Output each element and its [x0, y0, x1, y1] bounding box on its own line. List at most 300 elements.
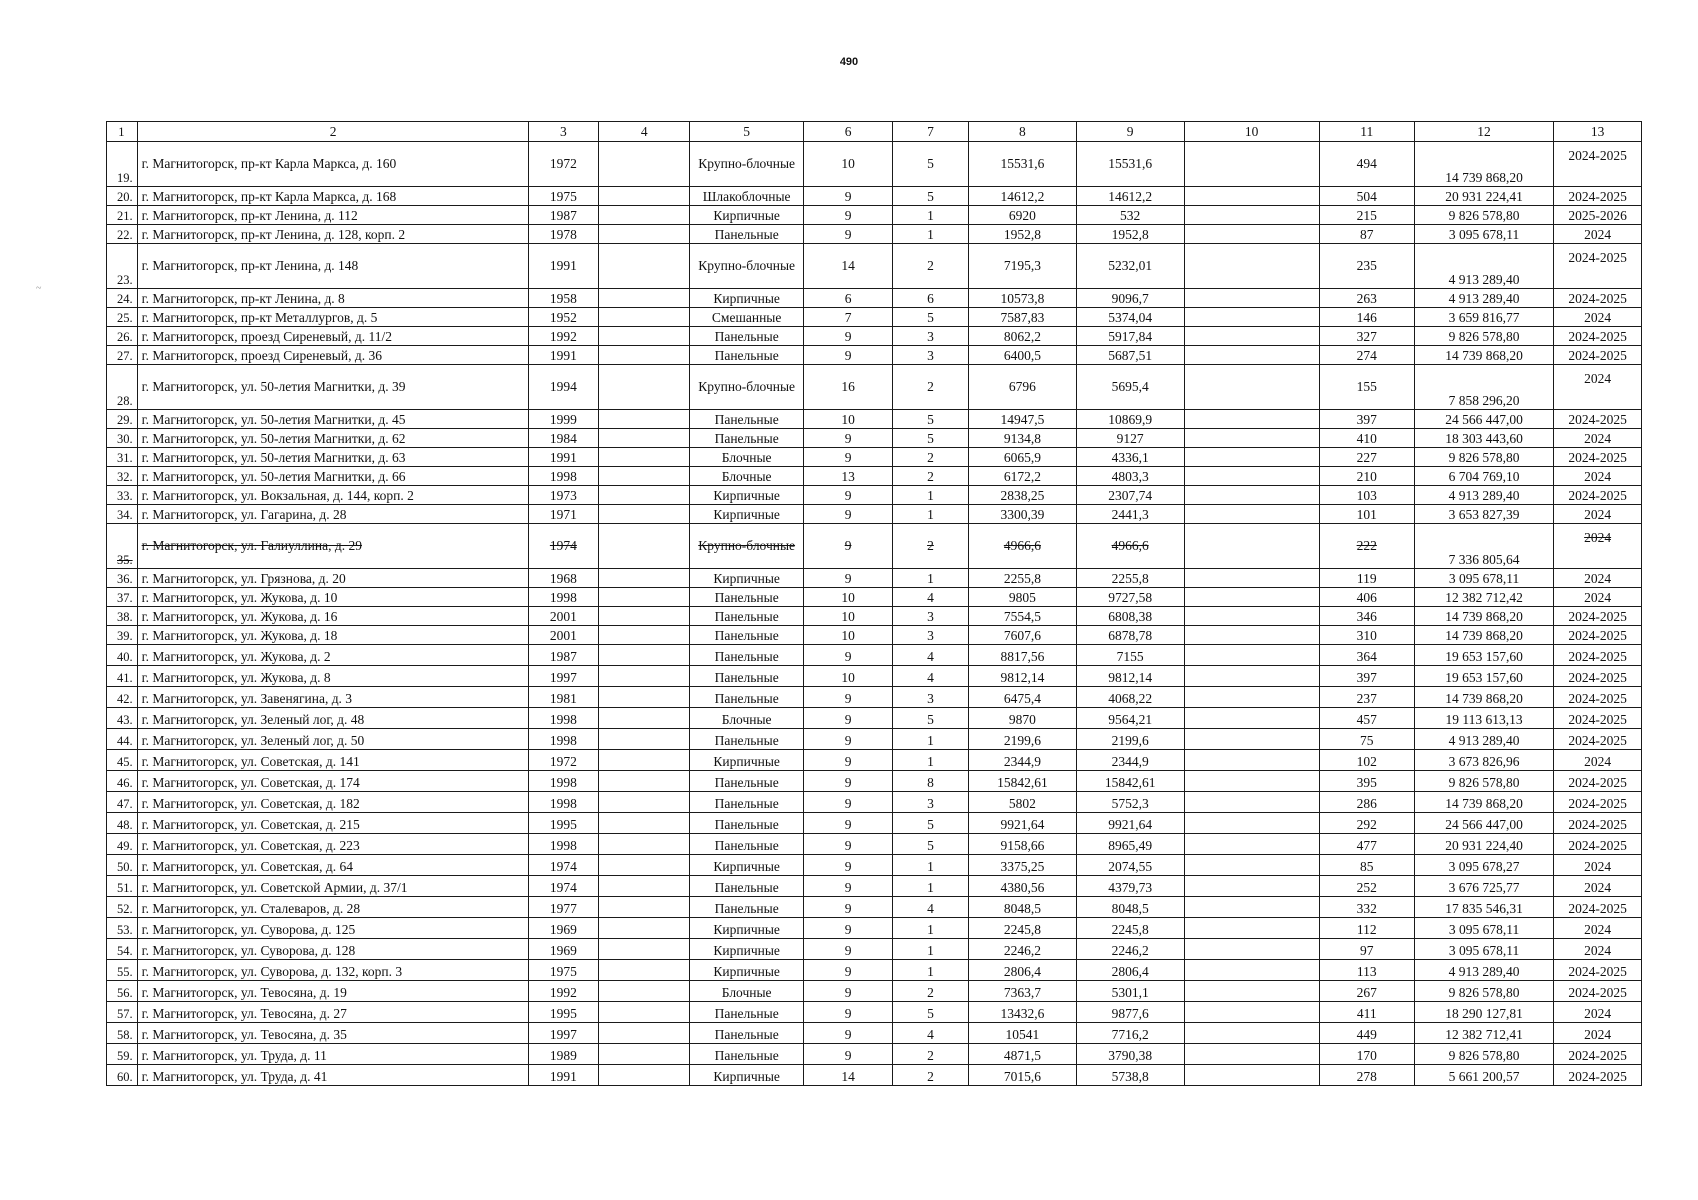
year-built-cell: 1991: [528, 1065, 599, 1086]
total-area-cell: 4380,56: [969, 876, 1077, 897]
row-number-cell: 33.: [107, 486, 138, 505]
address-cell: г. Магнитогорск, ул. 50-летия Магнитки, д. 66: [137, 467, 528, 486]
period-cell: 2024: [1554, 365, 1642, 410]
period-cell: 2024-2025: [1554, 626, 1642, 645]
housing-registry-table: [106, 121, 1642, 1086]
column-4-cell: [599, 918, 690, 939]
row-number-cell: 21.: [107, 206, 138, 225]
cost-cell: 18 290 127,81: [1414, 1002, 1553, 1023]
header-row: [107, 122, 1642, 142]
column-10-cell: [1184, 939, 1319, 960]
row-number-cell: 32.: [107, 467, 138, 486]
year-built-cell: 1984: [528, 429, 599, 448]
floors-cell: 14: [804, 244, 893, 289]
residential-area-cell: 15842,61: [1076, 771, 1184, 792]
year-built-cell: 1999: [528, 410, 599, 429]
floors-cell: 16: [804, 365, 893, 410]
column-4-cell: [599, 607, 690, 626]
total-area-cell: 8062,2: [969, 327, 1077, 346]
cost-cell: 9 826 578,80: [1414, 981, 1553, 1002]
residents-cell: 101: [1319, 505, 1414, 524]
column-10-cell: [1184, 918, 1319, 939]
year-built-cell: 1991: [528, 448, 599, 467]
wall-material-cell: Панельные: [690, 327, 804, 346]
column-10-cell: [1184, 429, 1319, 448]
residents-cell: 235: [1319, 244, 1414, 289]
row-number-cell: 58.: [107, 1023, 138, 1044]
entrances-cell: 2: [892, 981, 968, 1002]
total-area-cell: 8048,5: [969, 897, 1077, 918]
residential-area-cell: 2246,2: [1076, 939, 1184, 960]
cost-cell: 5 661 200,57: [1414, 1065, 1553, 1086]
cost-cell: 19 653 157,60: [1414, 666, 1553, 687]
row-number-cell: 23.: [107, 244, 138, 289]
address-cell: г. Магнитогорск, ул. Жукова, д. 10: [137, 588, 528, 607]
row-number-cell: 55.: [107, 960, 138, 981]
period-cell: 2024-2025: [1554, 729, 1642, 750]
column-4-cell: [599, 981, 690, 1002]
row-number-cell: 26.: [107, 327, 138, 346]
table-row: [107, 365, 1642, 410]
row-number-cell: 31.: [107, 448, 138, 467]
wall-material-cell: Кирпичные: [690, 206, 804, 225]
column-10-cell: [1184, 1023, 1319, 1044]
column-4-cell: [599, 897, 690, 918]
period-cell: 2024-2025: [1554, 346, 1642, 365]
total-area-cell: 9870: [969, 708, 1077, 729]
period-cell: 2024-2025: [1554, 187, 1642, 206]
column-header: 12: [1414, 122, 1553, 142]
column-4-cell: [599, 939, 690, 960]
address-cell: г. Магнитогорск, ул. Советская, д. 223: [137, 834, 528, 855]
cost-cell: 3 653 827,39: [1414, 505, 1553, 524]
total-area-cell: 7607,6: [969, 626, 1077, 645]
residential-area-cell: 10869,9: [1076, 410, 1184, 429]
wall-material-cell: Панельные: [690, 626, 804, 645]
column-10-cell: [1184, 666, 1319, 687]
table-row: [107, 687, 1642, 708]
entrances-cell: 2: [892, 244, 968, 289]
residents-cell: 310: [1319, 626, 1414, 645]
year-built-cell: 1977: [528, 897, 599, 918]
column-4-cell: [599, 771, 690, 792]
residents-cell: 263: [1319, 289, 1414, 308]
residents-cell: 237: [1319, 687, 1414, 708]
cost-cell: 12 382 712,42: [1414, 588, 1553, 607]
residential-area-cell: 9564,21: [1076, 708, 1184, 729]
floors-cell: 9: [804, 225, 893, 244]
period-cell: 2024-2025: [1554, 792, 1642, 813]
column-4-cell: [599, 750, 690, 771]
year-built-cell: 1998: [528, 729, 599, 750]
entrances-cell: 5: [892, 834, 968, 855]
residential-area-cell: 8048,5: [1076, 897, 1184, 918]
year-built-cell: 1972: [528, 142, 599, 187]
entrances-cell: 1: [892, 960, 968, 981]
address-cell: г. Магнитогорск, ул. Суворова, д. 125: [137, 918, 528, 939]
table-row: [107, 666, 1642, 687]
cost-cell: 3 095 678,11: [1414, 939, 1553, 960]
residential-area-cell: 2255,8: [1076, 569, 1184, 588]
period-cell: 2024-2025: [1554, 960, 1642, 981]
cost-cell: 3 676 725,77: [1414, 876, 1553, 897]
column-10-cell: [1184, 687, 1319, 708]
residential-area-cell: 4966,6: [1076, 524, 1184, 569]
row-number-cell: 41.: [107, 666, 138, 687]
table-row: [107, 327, 1642, 346]
cost-cell: 12 382 712,41: [1414, 1023, 1553, 1044]
cost-cell: 20 931 224,41: [1414, 187, 1553, 206]
table-row: [107, 289, 1642, 308]
column-10-cell: [1184, 981, 1319, 1002]
address-cell: г. Магнитогорск, ул. Жукова, д. 18: [137, 626, 528, 645]
column-4-cell: [599, 429, 690, 448]
column-header: 10: [1184, 122, 1319, 142]
column-4-cell: [599, 813, 690, 834]
column-header: 7: [892, 122, 968, 142]
row-number-cell: 50.: [107, 855, 138, 876]
row-number-cell: 24.: [107, 289, 138, 308]
wall-material-cell: Панельные: [690, 607, 804, 626]
residents-cell: 504: [1319, 187, 1414, 206]
address-cell: г. Магнитогорск, ул. Грязнова, д. 20: [137, 569, 528, 588]
cost-cell: 9 826 578,80: [1414, 448, 1553, 467]
column-10-cell: [1184, 467, 1319, 486]
residential-area-cell: 2344,9: [1076, 750, 1184, 771]
year-built-cell: 1974: [528, 855, 599, 876]
row-number-cell: 45.: [107, 750, 138, 771]
entrances-cell: 2: [892, 448, 968, 467]
total-area-cell: 6400,5: [969, 346, 1077, 365]
wall-material-cell: Панельные: [690, 771, 804, 792]
residential-area-cell: 9812,14: [1076, 666, 1184, 687]
column-4-cell: [599, 448, 690, 467]
address-cell: г. Магнитогорск, ул. Галиуллина, д. 29: [137, 524, 528, 569]
row-number-cell: 47.: [107, 792, 138, 813]
year-built-cell: 1972: [528, 750, 599, 771]
row-number-cell: 40.: [107, 645, 138, 666]
entrances-cell: 5: [892, 410, 968, 429]
entrances-cell: 1: [892, 486, 968, 505]
year-built-cell: 1991: [528, 346, 599, 365]
address-cell: г. Магнитогорск, пр-кт Металлургов, д. 5: [137, 308, 528, 327]
floors-cell: 9: [804, 486, 893, 505]
year-built-cell: 1975: [528, 187, 599, 206]
cost-cell: 9 826 578,80: [1414, 771, 1553, 792]
floors-cell: 9: [804, 960, 893, 981]
entrances-cell: 1: [892, 225, 968, 244]
residential-area-cell: 9877,6: [1076, 1002, 1184, 1023]
total-area-cell: 15842,61: [969, 771, 1077, 792]
total-area-cell: 2806,4: [969, 960, 1077, 981]
total-area-cell: 2344,9: [969, 750, 1077, 771]
total-area-cell: 9158,66: [969, 834, 1077, 855]
cost-cell: 14 739 868,20: [1414, 142, 1553, 187]
column-header: 4: [599, 122, 690, 142]
period-cell: 2024-2025: [1554, 834, 1642, 855]
entrances-cell: 1: [892, 939, 968, 960]
cost-cell: 4 913 289,40: [1414, 486, 1553, 505]
table-row: [107, 645, 1642, 666]
address-cell: г. Магнитогорск, ул. Тевосяна, д. 19: [137, 981, 528, 1002]
entrances-cell: 1: [892, 918, 968, 939]
table-row: [107, 708, 1642, 729]
total-area-cell: 3300,39: [969, 505, 1077, 524]
address-cell: г. Магнитогорск, ул. Труда, д. 11: [137, 1044, 528, 1065]
period-cell: 2024-2025: [1554, 771, 1642, 792]
row-number-cell: 37.: [107, 588, 138, 607]
table-row: [107, 467, 1642, 486]
column-10-cell: [1184, 187, 1319, 206]
column-4-cell: [599, 876, 690, 897]
column-header: 6: [804, 122, 893, 142]
period-cell: 2024: [1554, 876, 1642, 897]
wall-material-cell: Крупно-блочные: [690, 142, 804, 187]
column-4-cell: [599, 1065, 690, 1086]
column-10-cell: [1184, 960, 1319, 981]
scan-artifact: ~: [36, 283, 42, 294]
residents-cell: 364: [1319, 645, 1414, 666]
period-cell: 2024-2025: [1554, 486, 1642, 505]
wall-material-cell: Кирпичные: [690, 939, 804, 960]
residents-cell: 395: [1319, 771, 1414, 792]
residential-area-cell: 2199,6: [1076, 729, 1184, 750]
entrances-cell: 5: [892, 813, 968, 834]
year-built-cell: 1994: [528, 365, 599, 410]
table-row: [107, 939, 1642, 960]
address-cell: г. Магнитогорск, ул. Советская, д. 64: [137, 855, 528, 876]
wall-material-cell: Панельные: [690, 429, 804, 448]
year-built-cell: 1992: [528, 981, 599, 1002]
column-10-cell: [1184, 750, 1319, 771]
cost-cell: 3 673 826,96: [1414, 750, 1553, 771]
total-area-cell: 5802: [969, 792, 1077, 813]
floors-cell: 10: [804, 626, 893, 645]
total-area-cell: 4966,6: [969, 524, 1077, 569]
residential-area-cell: 14612,2: [1076, 187, 1184, 206]
period-cell: 2024: [1554, 1002, 1642, 1023]
residential-area-cell: 6878,78: [1076, 626, 1184, 645]
floors-cell: 10: [804, 588, 893, 607]
table-row: [107, 524, 1642, 569]
table-row: [107, 244, 1642, 289]
year-built-cell: 2001: [528, 607, 599, 626]
residents-cell: 252: [1319, 876, 1414, 897]
floors-cell: 9: [804, 939, 893, 960]
wall-material-cell: Кирпичные: [690, 1065, 804, 1086]
wall-material-cell: Панельные: [690, 897, 804, 918]
period-cell: 2024-2025: [1554, 142, 1642, 187]
residents-cell: 155: [1319, 365, 1414, 410]
total-area-cell: 13432,6: [969, 1002, 1077, 1023]
entrances-cell: 4: [892, 897, 968, 918]
year-built-cell: 1981: [528, 687, 599, 708]
table-body: [107, 122, 1642, 1086]
address-cell: г. Магнитогорск, ул. Тевосяна, д. 27: [137, 1002, 528, 1023]
residential-area-cell: 4803,3: [1076, 467, 1184, 486]
wall-material-cell: Блочные: [690, 981, 804, 1002]
period-cell: 2024-2025: [1554, 289, 1642, 308]
residents-cell: 286: [1319, 792, 1414, 813]
column-4-cell: [599, 1002, 690, 1023]
residents-cell: 210: [1319, 467, 1414, 486]
period-cell: 2024-2025: [1554, 448, 1642, 467]
table-row: [107, 142, 1642, 187]
entrances-cell: 3: [892, 687, 968, 708]
column-10-cell: [1184, 1065, 1319, 1086]
floors-cell: 9: [804, 187, 893, 206]
total-area-cell: 6172,2: [969, 467, 1077, 486]
period-cell: 2024: [1554, 750, 1642, 771]
row-number-cell: 52.: [107, 897, 138, 918]
cost-cell: 17 835 546,31: [1414, 897, 1553, 918]
wall-material-cell: Панельные: [690, 1002, 804, 1023]
residential-area-cell: 9727,58: [1076, 588, 1184, 607]
wall-material-cell: Кирпичные: [690, 289, 804, 308]
column-10-cell: [1184, 588, 1319, 607]
entrances-cell: 3: [892, 327, 968, 346]
residential-area-cell: 7155: [1076, 645, 1184, 666]
wall-material-cell: Кирпичные: [690, 486, 804, 505]
residents-cell: 103: [1319, 486, 1414, 505]
address-cell: г. Магнитогорск, пр-кт Карла Маркса, д. 160: [137, 142, 528, 187]
residents-cell: 75: [1319, 729, 1414, 750]
wall-material-cell: Кирпичные: [690, 750, 804, 771]
wall-material-cell: Кирпичные: [690, 855, 804, 876]
year-built-cell: 1975: [528, 960, 599, 981]
row-number-cell: 20.: [107, 187, 138, 206]
column-4-cell: [599, 666, 690, 687]
column-10-cell: [1184, 327, 1319, 346]
table-row: [107, 410, 1642, 429]
table-row: [107, 834, 1642, 855]
floors-cell: 9: [804, 1023, 893, 1044]
floors-cell: 9: [804, 645, 893, 666]
table-row: [107, 1065, 1642, 1086]
cost-cell: 7 336 805,64: [1414, 524, 1553, 569]
cost-cell: 14 739 868,20: [1414, 346, 1553, 365]
column-10-cell: [1184, 645, 1319, 666]
total-area-cell: 6920: [969, 206, 1077, 225]
cost-cell: 3 095 678,27: [1414, 855, 1553, 876]
floors-cell: 9: [804, 855, 893, 876]
column-4-cell: [599, 792, 690, 813]
table-row: [107, 813, 1642, 834]
column-4-cell: [599, 346, 690, 365]
column-4-cell: [599, 708, 690, 729]
floors-cell: 10: [804, 142, 893, 187]
year-built-cell: 1952: [528, 308, 599, 327]
residential-area-cell: 6808,38: [1076, 607, 1184, 626]
wall-material-cell: Крупно-блочные: [690, 365, 804, 410]
residents-cell: 332: [1319, 897, 1414, 918]
period-cell: 2024: [1554, 505, 1642, 524]
address-cell: г. Магнитогорск, пр-кт Ленина, д. 8: [137, 289, 528, 308]
cost-cell: 4 913 289,40: [1414, 729, 1553, 750]
address-cell: г. Магнитогорск, ул. Зеленый лог, д. 50: [137, 729, 528, 750]
wall-material-cell: Кирпичные: [690, 918, 804, 939]
row-number-cell: 34.: [107, 505, 138, 524]
table-row: [107, 918, 1642, 939]
floors-cell: 9: [804, 569, 893, 588]
residential-area-cell: 8965,49: [1076, 834, 1184, 855]
period-cell: 2024-2025: [1554, 327, 1642, 346]
total-area-cell: 9812,14: [969, 666, 1077, 687]
address-cell: г. Магнитогорск, ул. Сталеваров, д. 28: [137, 897, 528, 918]
residents-cell: 227: [1319, 448, 1414, 467]
wall-material-cell: Панельные: [690, 588, 804, 607]
floors-cell: 9: [804, 708, 893, 729]
year-built-cell: 1998: [528, 771, 599, 792]
period-cell: 2024: [1554, 225, 1642, 244]
year-built-cell: 1987: [528, 206, 599, 225]
entrances-cell: 3: [892, 626, 968, 645]
floors-cell: 9: [804, 429, 893, 448]
column-header: 5: [690, 122, 804, 142]
cost-cell: 14 739 868,20: [1414, 626, 1553, 645]
cost-cell: 19 113 613,13: [1414, 708, 1553, 729]
column-10-cell: [1184, 346, 1319, 365]
total-area-cell: 9805: [969, 588, 1077, 607]
column-4-cell: [599, 327, 690, 346]
entrances-cell: 5: [892, 429, 968, 448]
cost-cell: 24 566 447,00: [1414, 410, 1553, 429]
column-4-cell: [599, 588, 690, 607]
period-cell: 2024-2025: [1554, 410, 1642, 429]
period-cell: 2024: [1554, 429, 1642, 448]
residents-cell: 327: [1319, 327, 1414, 346]
period-cell: 2024: [1554, 918, 1642, 939]
column-10-cell: [1184, 792, 1319, 813]
residents-cell: 113: [1319, 960, 1414, 981]
table-row: [107, 626, 1642, 645]
period-cell: 2024: [1554, 1023, 1642, 1044]
wall-material-cell: Блочные: [690, 467, 804, 486]
residents-cell: 457: [1319, 708, 1414, 729]
wall-material-cell: Панельные: [690, 645, 804, 666]
residential-area-cell: 2806,4: [1076, 960, 1184, 981]
row-number-cell: 19.: [107, 142, 138, 187]
column-10-cell: [1184, 569, 1319, 588]
row-number-cell: 27.: [107, 346, 138, 365]
row-number-cell: 42.: [107, 687, 138, 708]
address-cell: г. Магнитогорск, ул. Жукова, д. 2: [137, 645, 528, 666]
column-header: 3: [528, 122, 599, 142]
total-area-cell: 1952,8: [969, 225, 1077, 244]
floors-cell: 9: [804, 1002, 893, 1023]
wall-material-cell: Панельные: [690, 1023, 804, 1044]
entrances-cell: 1: [892, 505, 968, 524]
cost-cell: 14 739 868,20: [1414, 607, 1553, 626]
column-4-cell: [599, 289, 690, 308]
cost-cell: 20 931 224,40: [1414, 834, 1553, 855]
wall-material-cell: Блочные: [690, 708, 804, 729]
wall-material-cell: Панельные: [690, 813, 804, 834]
address-cell: г. Магнитогорск, ул. Советской Армии, д. 37/1: [137, 876, 528, 897]
period-cell: 2024: [1554, 939, 1642, 960]
period-cell: 2024-2025: [1554, 813, 1642, 834]
period-cell: 2024-2025: [1554, 687, 1642, 708]
year-built-cell: 1969: [528, 918, 599, 939]
entrances-cell: 5: [892, 187, 968, 206]
total-area-cell: 2838,25: [969, 486, 1077, 505]
row-number-cell: 48.: [107, 813, 138, 834]
entrances-cell: 5: [892, 308, 968, 327]
period-cell: 2024-2025: [1554, 897, 1642, 918]
cost-cell: 14 739 868,20: [1414, 687, 1553, 708]
total-area-cell: 10573,8: [969, 289, 1077, 308]
entrances-cell: 6: [892, 289, 968, 308]
